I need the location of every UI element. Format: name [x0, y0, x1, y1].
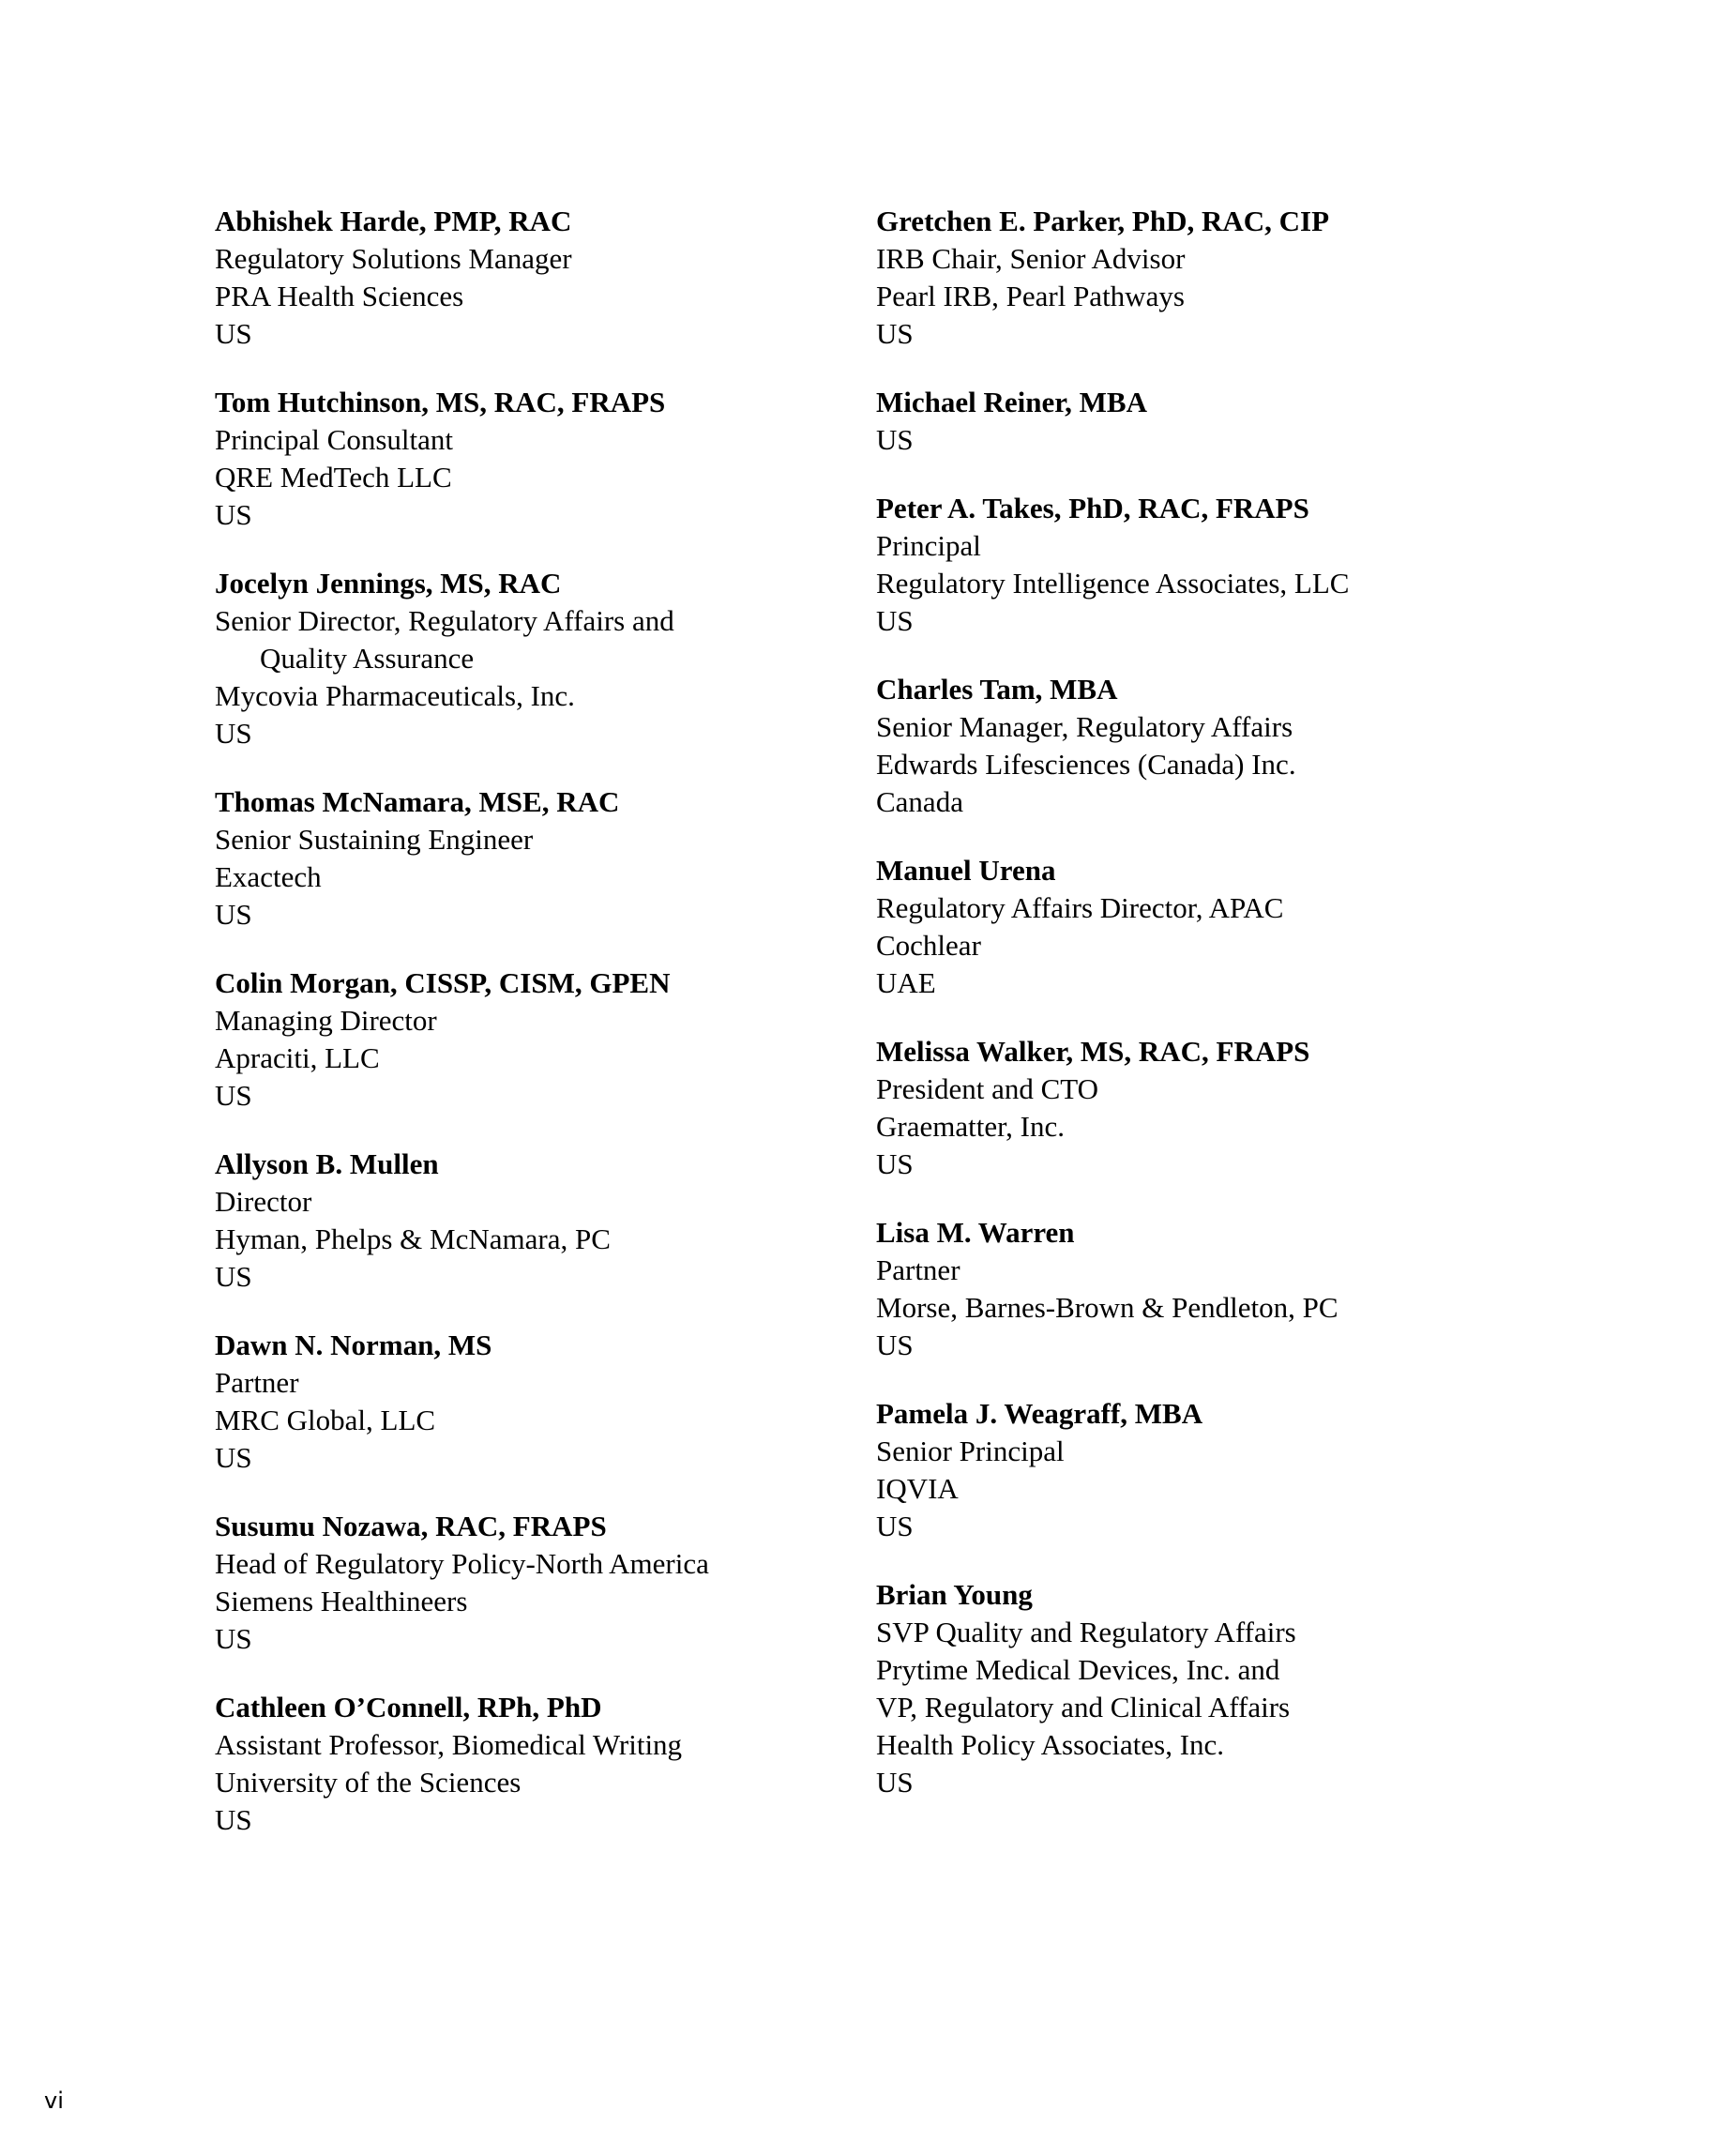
contributor-name: Colin Morgan, CISSP, CISM, GPEN [215, 966, 671, 999]
contributor-name: Manuel Urena [876, 854, 1056, 887]
contributor-detail-line: Cochlear [876, 929, 981, 962]
contributor-name: Jocelyn Jennings, MS, RAC [215, 567, 562, 600]
contributor-detail-line: Apraciti, LLC [215, 1041, 380, 1074]
contributor-entry [215, 203, 834, 353]
contributor-detail-line: Morse, Barnes-Brown & Pendleton, PC [876, 1291, 1338, 1324]
contributor-detail-line: US [215, 1622, 252, 1655]
contributor-detail-line: US [215, 1260, 252, 1293]
contributor-entry [215, 783, 834, 934]
contributor-name: Allyson B. Mullen [215, 1147, 439, 1180]
contributor-detail-line: Principal Consultant [215, 423, 454, 456]
contributor-name: Peter A. Takes, PhD, RAC, FRAPS [876, 492, 1309, 524]
contributor-detail-line: Edwards Lifesciences (Canada) Inc. [876, 748, 1296, 781]
contributor-entry [876, 1576, 1533, 1801]
contributor-detail-line: Siemens Healthineers [215, 1585, 468, 1617]
contributor-detail-line: Partner [215, 1366, 299, 1399]
contributor-entry [215, 384, 834, 534]
contributor-name: Lisa M. Warren [876, 1216, 1075, 1249]
contributor-entry [876, 1033, 1533, 1183]
page-number: vi [44, 2088, 64, 2114]
contributor-entry [215, 964, 834, 1115]
contributor-entry [876, 203, 1533, 353]
contributor-detail-line: Principal [876, 529, 981, 562]
contributor-detail-line: US [215, 717, 252, 750]
contributor-detail-line: US [876, 604, 914, 637]
contributor-detail-line: President and CTO [876, 1072, 1099, 1105]
contributor-entry [876, 1395, 1533, 1545]
contributor-entry [215, 1508, 834, 1658]
contributor-name: Gretchen E. Parker, PhD, RAC, CIP [876, 205, 1330, 237]
contributor-name: Thomas McNamara, MSE, RAC [215, 785, 620, 818]
contributor-detail-line: Graematter, Inc. [876, 1110, 1066, 1143]
contributor-entry [215, 565, 834, 752]
contributor-detail-line: US [876, 1329, 914, 1361]
contributor-name: Abhishek Harde, PMP, RAC [215, 205, 572, 237]
contributor-detail-line: US [876, 423, 914, 456]
contributor-detail-line: US [215, 1441, 252, 1474]
contributor-detail-line: US [876, 1510, 914, 1542]
contributor-detail-line: MRC Global, LLC [215, 1404, 436, 1436]
contributor-detail-line: Health Policy Associates, Inc. [876, 1728, 1225, 1761]
contributor-detail-line: VP, Regulatory and Clinical Affairs [876, 1691, 1291, 1723]
contributor-detail-line: Exactech [215, 860, 322, 893]
contributor-detail-line: US [876, 1766, 914, 1799]
contributor-name: Tom Hutchinson, MS, RAC, FRAPS [215, 386, 666, 418]
contributor-detail-line: UAE [876, 966, 936, 999]
contributor-detail-line: Regulatory Intelligence Associates, LLC [876, 567, 1350, 600]
contributor-detail-line: Pearl IRB, Pearl Pathways [876, 280, 1185, 312]
contributor-detail-line: Director [215, 1185, 312, 1218]
contributor-detail-line: Mycovia Pharmaceuticals, Inc. [215, 679, 575, 712]
contributor-detail-line: QRE MedTech LLC [215, 461, 452, 493]
contributor-name: Cathleen O’Connell, RPh, PhD [215, 1691, 602, 1723]
contributor-entry [876, 852, 1533, 1002]
contributor-detail-line: US [215, 317, 252, 350]
contributors-column-right [876, 203, 1533, 1832]
contributor-entry [876, 671, 1533, 821]
contributor-detail-line: Quality Assurance [260, 642, 475, 675]
contributor-detail-line: Head of Regulatory Policy-North America [215, 1547, 709, 1580]
contributor-detail-line: Senior Sustaining Engineer [215, 823, 534, 856]
contributor-detail-line: Senior Manager, Regulatory Affairs [876, 710, 1293, 743]
contributor-name: Susumu Nozawa, RAC, FRAPS [215, 1510, 607, 1542]
contributor-detail-line: Regulatory Affairs Director, APAC [876, 891, 1284, 924]
contributor-detail-line: Canada [876, 785, 963, 818]
contributor-name: Dawn N. Norman, MS [215, 1329, 492, 1361]
contributor-detail-line: US [876, 1147, 914, 1180]
contributor-entry [215, 1689, 834, 1839]
contributor-detail-line: Regulatory Solutions Manager [215, 242, 572, 275]
contributor-detail-line: Prytime Medical Devices, Inc. and [876, 1653, 1280, 1686]
contributor-name: Charles Tam, MBA [876, 673, 1118, 706]
contributor-detail-line: US [215, 498, 252, 531]
contributor-entry [876, 1214, 1533, 1364]
contributor-detail-line: SVP Quality and Regulatory Affairs [876, 1616, 1296, 1648]
contributor-detail-line: Senior Director, Regulatory Affairs and [215, 604, 674, 637]
contributor-detail-line: IQVIA [876, 1472, 959, 1505]
contributor-name: Pamela J. Weagraff, MBA [876, 1397, 1203, 1430]
contributor-detail-line: Partner [876, 1253, 960, 1286]
contributor-detail-line: US [215, 898, 252, 931]
contributor-entry [876, 490, 1533, 640]
contributor-detail-line: US [215, 1803, 252, 1836]
contributors-column-left [215, 203, 834, 1870]
contributor-detail-line: PRA Health Sciences [215, 280, 464, 312]
contributor-name: Brian Young [876, 1578, 1033, 1611]
contributor-entry [215, 1146, 834, 1296]
contributor-detail-line: Assistant Professor, Biomedical Writing [215, 1728, 683, 1761]
contributor-detail-line: IRB Chair, Senior Advisor [876, 242, 1186, 275]
contributor-detail-line: Hyman, Phelps & McNamara, PC [215, 1222, 611, 1255]
contributor-entry [876, 384, 1533, 459]
contributor-name: Michael Reiner, MBA [876, 386, 1147, 418]
contributor-detail-line: University of the Sciences [215, 1766, 522, 1799]
contributor-detail-line: US [876, 317, 914, 350]
contributor-detail-line: Senior Principal [876, 1435, 1065, 1467]
contributor-detail-line: Managing Director [215, 1004, 437, 1037]
contributor-entry [215, 1327, 834, 1477]
contributor-detail-line: US [215, 1079, 252, 1112]
contributor-name: Melissa Walker, MS, RAC, FRAPS [876, 1035, 1310, 1068]
